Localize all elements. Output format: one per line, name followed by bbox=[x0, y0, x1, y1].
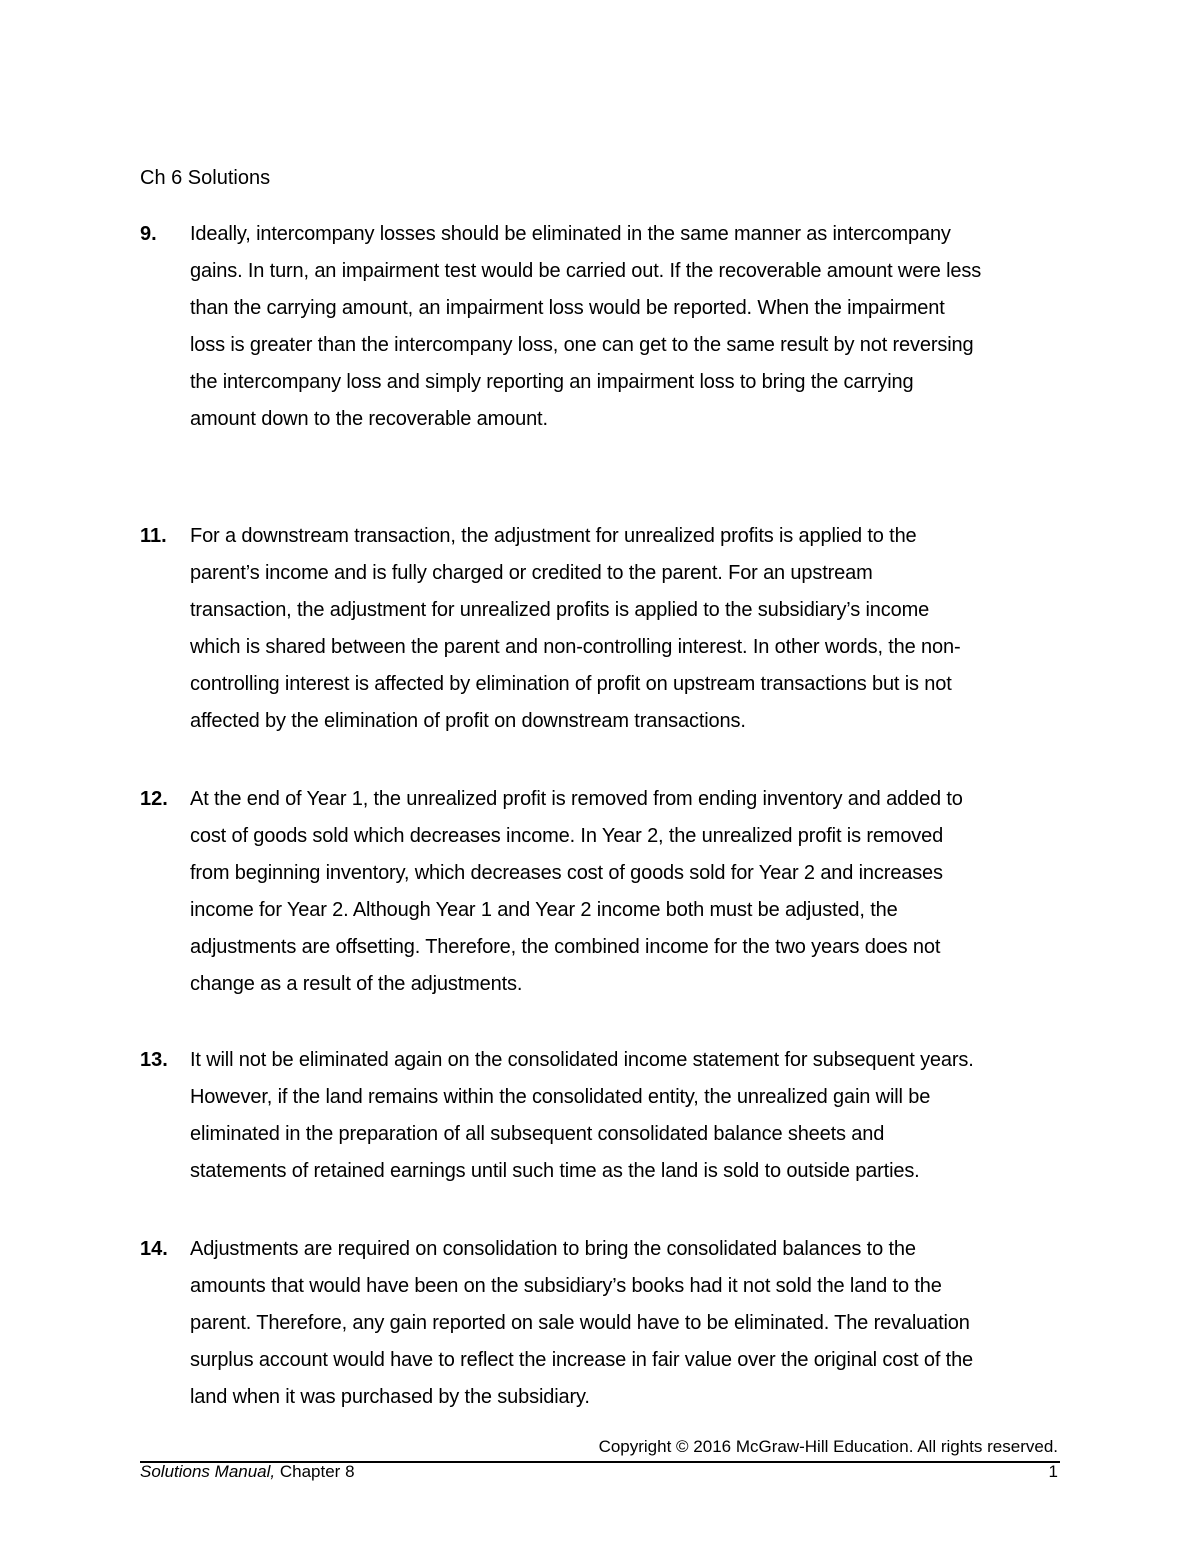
item-text bbox=[190, 216, 1065, 438]
solution-item-14 bbox=[140, 1231, 1070, 1416]
footer-chapter: Chapter 8 bbox=[275, 1462, 355, 1481]
text-line: affected by the elimination of profit on downstream transactions. bbox=[190, 710, 746, 732]
text-line: adjustments are offsetting. Therefore, the combined income for the two years does not bbox=[190, 936, 941, 958]
item-number: 11. bbox=[140, 525, 167, 547]
text-line: parent’s income and is fully charged or credited to the parent. For an upstream bbox=[190, 562, 873, 584]
item-text bbox=[190, 1042, 1065, 1190]
text-line: However, if the land remains within the consolidated entity, the unrealized gain will be bbox=[190, 1086, 931, 1108]
text-line: eliminated in the preparation of all subsequent consolidated balance sheets and bbox=[190, 1123, 885, 1145]
text-line: income for Year 2. Although Year 1 and Year 2 income both must be adjusted, the bbox=[190, 899, 898, 921]
text-line: At the end of Year 1, the unrealized profit is removed from ending inventory and added to bbox=[190, 788, 963, 810]
solution-item-11 bbox=[140, 518, 1070, 740]
text-line: statements of retained earnings until such time as the land is sold to outside parties. bbox=[190, 1160, 920, 1182]
item-text bbox=[190, 518, 1065, 740]
text-line: Ideally, intercompany losses should be eliminated in the same manner as intercompany bbox=[190, 223, 951, 245]
page-heading: Ch 6 Solutions bbox=[140, 167, 271, 189]
item-text bbox=[190, 781, 1065, 1003]
text-line: parent. Therefore, any gain reported on sale would have to be eliminated. The revaluation bbox=[190, 1312, 970, 1334]
text-line: It will not be eliminated again on the consolidated income statement for subsequent years. bbox=[190, 1049, 974, 1071]
item-number: 9. bbox=[140, 223, 157, 245]
text-line: land when it was purchased by the subsidiary. bbox=[190, 1386, 590, 1408]
item-text bbox=[190, 1231, 1065, 1416]
text-line: than the carrying amount, an impairment loss would be reported. When the impairment bbox=[190, 297, 945, 319]
text-line: change as a result of the adjustments. bbox=[190, 973, 523, 995]
footer-manual-label bbox=[140, 1462, 355, 1482]
text-line: from beginning inventory, which decreases cost of goods sold for Year 2 and increases bbox=[190, 862, 943, 884]
item-number: 14. bbox=[140, 1238, 168, 1260]
text-line: gains. In turn, an impairment test would be carried out. If the recoverable amount were less bbox=[190, 260, 982, 282]
footer-manual-title: Solutions Manual, bbox=[140, 1462, 276, 1481]
text-line: amount down to the recoverable amount. bbox=[190, 408, 548, 430]
text-line: controlling interest is affected by elimination of profit on upstream transactions but is not bbox=[190, 673, 952, 695]
text-line: For a downstream transaction, the adjustment for unrealized profits is applied to the bbox=[190, 525, 917, 547]
text-line: cost of goods sold which decreases income. In Year 2, the unrealized profit is removed bbox=[190, 825, 944, 847]
solution-item-13 bbox=[140, 1042, 1070, 1190]
text-line: which is shared between the parent and non-controlling interest. In other words, the non- bbox=[190, 636, 961, 658]
page-number: 1 bbox=[1048, 1462, 1058, 1481]
text-line: amounts that would have been on the subsidiary’s books had it not sold the land to the bbox=[190, 1275, 942, 1297]
text-line: Adjustments are required on consolidation to bring the consolidated balances to the bbox=[190, 1238, 916, 1260]
solution-item-9 bbox=[140, 216, 1070, 438]
text-line: loss is greater than the intercompany loss, one can get to the same result by not reversing bbox=[190, 334, 974, 356]
item-number: 12. bbox=[140, 788, 168, 810]
copyright-notice: Copyright © 2016 McGraw-Hill Education. All rights reserved. bbox=[598, 1437, 1058, 1456]
solution-item-12 bbox=[140, 781, 1070, 1003]
text-line: the intercompany loss and simply reporting an impairment loss to bring the carrying bbox=[190, 371, 914, 393]
text-line: transaction, the adjustment for unrealized profits is applied to the subsidiary’s income bbox=[190, 599, 930, 621]
text-line: surplus account would have to reflect the increase in fair value over the original cost of the bbox=[190, 1349, 974, 1371]
item-number: 13. bbox=[140, 1049, 168, 1071]
